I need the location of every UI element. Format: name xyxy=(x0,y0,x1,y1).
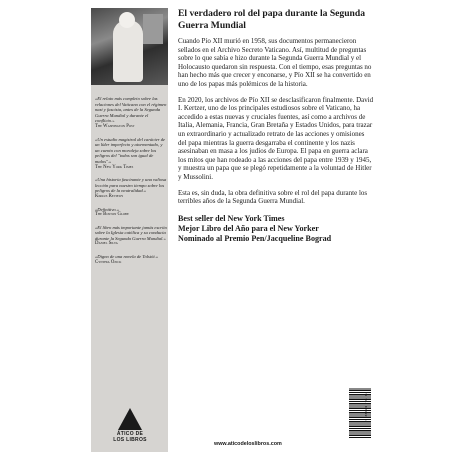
accolade: Mejor Libro del Año para el New Yorker xyxy=(178,223,319,233)
isbn-text: 9 788418 703703 xyxy=(365,392,369,423)
review-quote: «Una historia fascinante y una valiosa lección para nuestro tiempo sobre los peligros de la neutralidad.» Kirkus Reviews xyxy=(95,177,167,199)
accolade: Best seller del New York Times xyxy=(178,213,285,223)
review-quote: «Definitivo.» The Boston Globe xyxy=(95,206,129,218)
page-title: El verdadero rol del papa durante la Segunda Guerra Mundial xyxy=(178,8,366,31)
accolade: Nominado al Premio Pen/Jacqueline Bograd xyxy=(178,233,332,243)
accolades xyxy=(178,214,374,244)
synopsis-paragraph: En 2020, los archivos de Pío XII se desclasificaron finalmente. David I. Kertzer, uno de los principales estudiosos sobre el Vaticano, ha accedido a estas nuevas y cruciales fuentes, así como a archivos de Italia, Alemania, Francia, Gran Bretaña y Estados Unidos, para trazar un extraordinario y actualizado retrato de las acciones y omisiones del papa mientras la guerra desgarraba el continente y los nazis asesinaban en masa a los judíos de Europa. El papa en guerra aclara los mitos que han rodeado a las acciones del papa entre 1939 y 1945, y muestra un papa que se plegó repetidamente a la voluntad de Hitler y Mussolini. xyxy=(178,95,374,181)
synopsis-paragraph: Cuando Pío XII murió en 1958, sus documentos permanecieron sellados en el Archivo Secreto Vaticano. Así, multitud de preguntas sobre lo que sabía e hizo durante la Segunda Guerra Mundial y el Holocausto quedaron sin respuesta. Con el tiempo, esas preguntas no han hecho más que crecer y enconarse, y Pío XII se ha convertido en uno de los papas más polémicos de la historia. xyxy=(178,37,372,88)
sidebar-panel xyxy=(91,8,168,452)
review-quote: «Un estudio magistral del carácter de un líder imperfecto y atormentado, y un cuento con moraleja sobre los peligros del "todos son igual de malos".» The New York Times xyxy=(95,136,166,170)
pope-photo xyxy=(91,8,168,85)
publisher-url: www.aticodeloslibros.com xyxy=(214,441,282,447)
mountain-icon xyxy=(118,408,142,430)
synopsis-paragraph: Esta es, sin duda, la obra definitiva sobre el rol del papa durante los terribles años de la Segunda Guerra Mundial. xyxy=(178,188,368,206)
review-quote: «El libro más importante jamás escrito sobre la Iglesia católica y su conducta durante la Segunda Guerra Mundial.» Daniel Silva xyxy=(95,224,167,247)
barcode xyxy=(349,388,374,445)
review-quote: «Digno de una novela de Tolstói.» Cynthia Ozick xyxy=(95,254,159,265)
publisher-logo: ÁTICO DE LOS LIBROS xyxy=(105,408,155,452)
review-quote: «El relato más completo sobre las relaciones del Vaticano con el régimen nazi y fascista, antes de la Segunda Guerra Mundial y durante el conflicto.» The Washington Post xyxy=(95,96,167,129)
synopsis xyxy=(178,8,374,244)
review-quotes xyxy=(95,96,167,272)
